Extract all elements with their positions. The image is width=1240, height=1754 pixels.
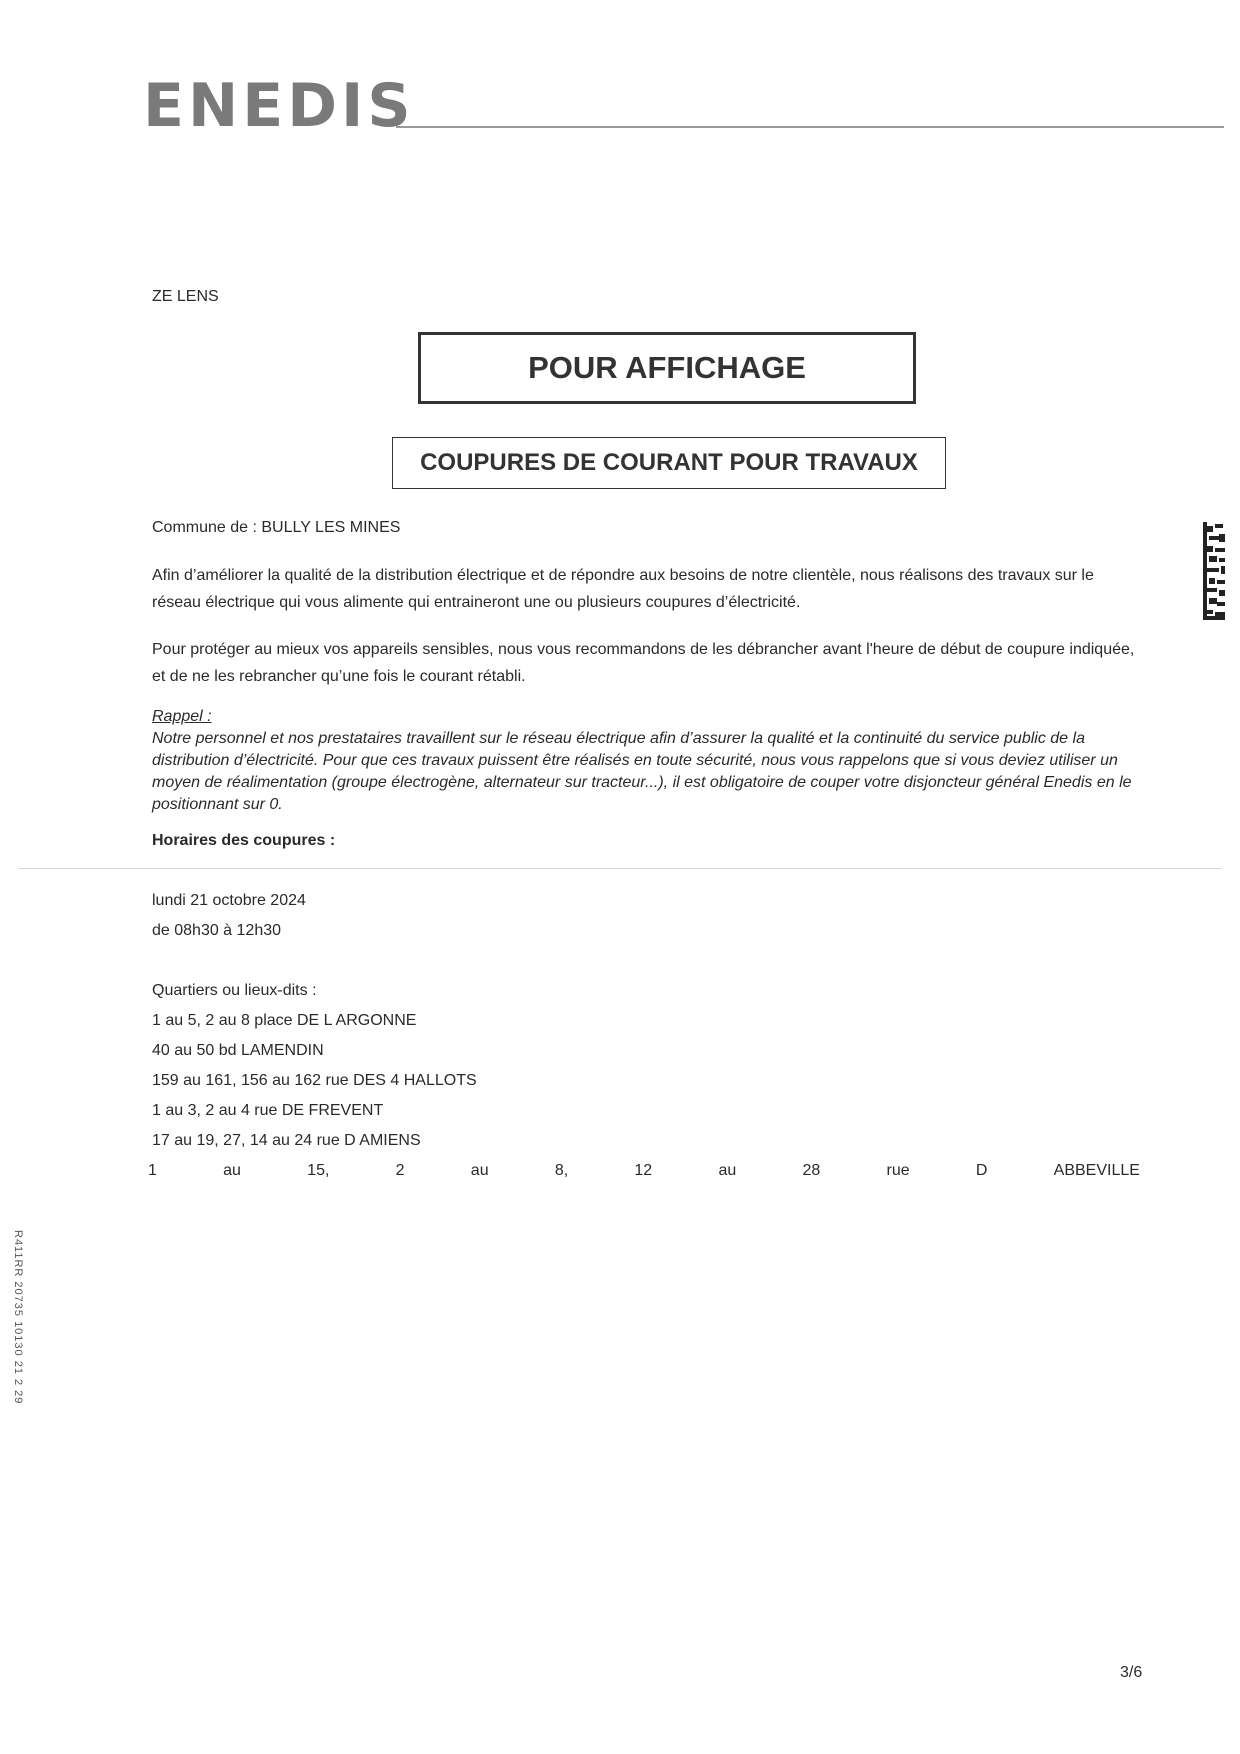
intro-paragraph-2: Pour protéger au mieux vos appareils sensibles, nous vous recommandons de les débrancher avant l'heure de début de coupure indiquée, et de ne les rebrancher qu’une fois le courant rétabli.: [152, 641, 1135, 685]
quartier-item: 1 au 5, 2 au 8 place DE L ARGONNE: [152, 1012, 417, 1029]
outage-time: de 08h30 à 12h30: [152, 922, 282, 939]
justified-word: au: [718, 1162, 737, 1179]
quartiers-label: Quartiers ou lieux-dits :: [152, 982, 317, 999]
justified-word: 8,: [554, 1162, 569, 1179]
title-box-primary: [418, 332, 916, 404]
quartier-item: 1 au 3, 2 au 4 rue DE FREVENT: [152, 1102, 384, 1119]
datamatrix-code: [1203, 522, 1225, 620]
justified-word: rue: [886, 1162, 910, 1179]
justified-word: D: [975, 1162, 988, 1179]
rappel-text: Notre personnel et nos prestataires travaillent sur le réseau électrique afin d’assurer la qualité et la continuité du service public de la distribution d’électricité. Pour que ces travaux puissent être réalisés en toute sécurité, nous vous rappelons que si vous deviez utiliser un moyen de réalimentation (groupe électrogène, alternateur sur tracteur...), il est obligatoire de couper votre disjoncteur général Enedis en le positionnant sur 0.: [152, 730, 1132, 813]
section-divider: [18, 868, 1222, 869]
justified-word: 12: [634, 1162, 653, 1179]
justified-word: 15,: [307, 1162, 330, 1179]
intro-paragraph-1: Afin d’améliorer la qualité de la distribution électrique et de répondre aux besoins de notre clientèle, nous réalisons des travaux sur le réseau électrique qui vous alimente qui entraineront une ou plusieurs coupures d’électricité.: [152, 567, 1094, 611]
primary-title: POUR AFFICHAGE: [528, 350, 806, 385]
justified-word: au: [470, 1162, 489, 1179]
outage-date: lundi 21 octobre 2024: [152, 892, 306, 909]
justified-word: ABBEVILLE: [1053, 1162, 1140, 1179]
justified-word: 1: [148, 1162, 157, 1179]
horaires-label: Horaires des coupures :: [152, 832, 336, 849]
justified-word: 28: [802, 1162, 821, 1179]
sender-unit: ZE LENS: [152, 288, 219, 305]
commune-line: Commune de : BULLY LES MINES: [152, 519, 401, 536]
header-rule: [396, 126, 1224, 128]
title-box-secondary: [392, 437, 946, 489]
justified-word: 2: [395, 1162, 405, 1179]
rappel-title: Rappel :: [152, 708, 212, 725]
side-reference-code: R411RR 20735 10130 21 2 29: [12, 1230, 24, 1405]
page-number: 3/6: [1120, 1664, 1143, 1681]
quartier-item: 159 au 161, 156 au 162 rue DES 4 HALLOTS: [152, 1072, 477, 1089]
quartier-item: 17 au 19, 27, 14 au 24 rue D AMIENS: [152, 1132, 421, 1149]
justified-word: au: [223, 1162, 241, 1179]
enedis-logo: ENEDIS: [143, 71, 415, 141]
quartier-item: 40 au 50 bd LAMENDIN: [152, 1042, 324, 1059]
secondary-title: COUPURES DE COURANT POUR TRAVAUX: [420, 449, 918, 476]
quartier-item-justified: [148, 1162, 1140, 1180]
